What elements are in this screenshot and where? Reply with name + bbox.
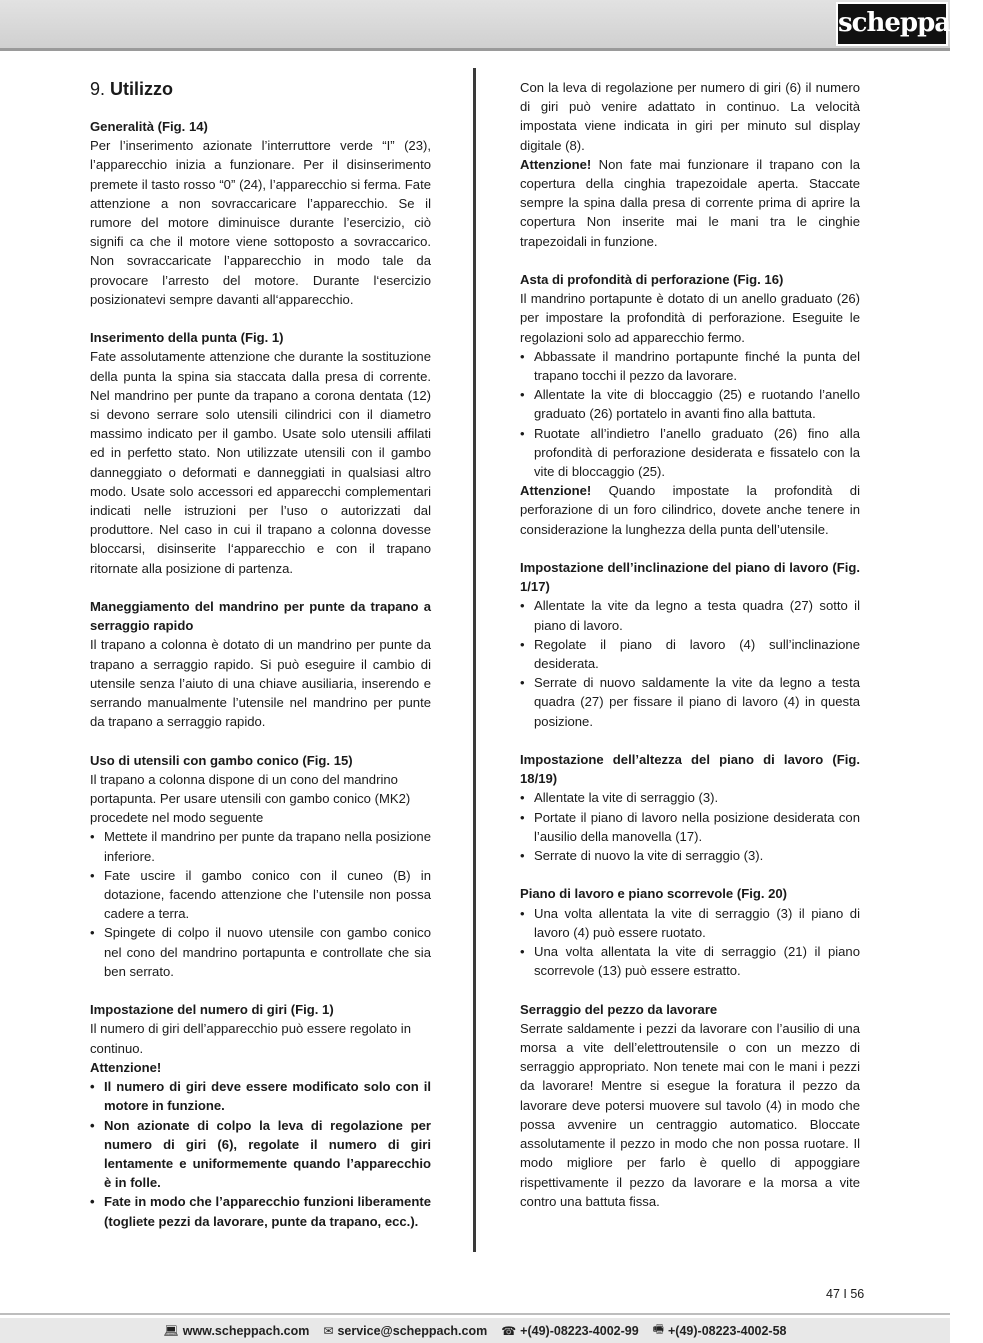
depth-text: Il mandrino portapunte è dotato di un anello graduato (26) per impostare la profondità di perforazione. Eseguite le regolazioni solo ad apparecchio fermo. xyxy=(520,291,860,345)
section-number: 9. xyxy=(90,79,106,99)
list-item: • Il numero di giri deve essere modificato solo con il motore in funzione. xyxy=(90,1077,431,1115)
depth-warning xyxy=(520,481,860,539)
footer-website[interactable] xyxy=(164,1324,310,1338)
column-divider xyxy=(473,68,476,1252)
header-bar xyxy=(0,0,983,51)
fax-text: +(49)-08223-4002-58 xyxy=(668,1323,787,1338)
belt-warning xyxy=(520,155,860,251)
speed-heading: Impostazione del numero di giri (Fig. 1) xyxy=(90,1002,334,1018)
tilt-heading: Impostazione dell’inclinazione del piano di lavoro (Fig. 1/17) xyxy=(520,560,860,595)
taper-list xyxy=(90,827,431,981)
chuck-heading: Maneggiamento del mandrino per punte da trapano a serraggio rapido xyxy=(90,599,431,634)
phone-text: +(49)-08223-4002-99 xyxy=(520,1323,639,1338)
general-text: Per l’inserimento azionate l’interruttore verde “I” (23), l’apparecchio inizia a funzionare. Per il disinserimento premete il tasto rosso “0” (24), l’apparecchio si ferma. Fate attenzione a non sovraccaricare l’apparecchio. Se il rumore del motore diminuisce durante l’esercizio, ciò signifi ca che il motore viene sottoposto a sovraccarico. Non sovraccaricate l’apparecchio in modo tale da provocare l’arresto del motore. Durante l‘esercizio posizionatevi sempre davanti all‘apparecchio. xyxy=(90,138,431,307)
footer-rule xyxy=(0,1313,950,1315)
page-number: 47 I 56 xyxy=(826,1287,865,1301)
footer-fax xyxy=(653,1320,787,1341)
section-title xyxy=(90,78,431,100)
fax-icon: 🖷︎ xyxy=(652,1322,664,1336)
taper-heading: Uso di utensili con gambo conico (Fig. 15) xyxy=(90,752,353,768)
clamp-text: Serrate saldamente i pezzi da lavorare con l’ausilio di una morsa a vite dell’elettroutensile o con un mezzo di serraggio appropriato. Non tenete mai con le mani i pezzi da lavorare! Mentre si esegue la foratura il pezzo da lavorare deve potersi muovere sul tavolo (4) in modo che possa avvenire un centraggio automatico. Bloccate assolutamente il pezzo in modo che non possa ruotare. Il modo migliore per farlo è quello di appoggiare rispettivamente il pezzo da lavorare e la morsa a vite contro una battuta fissa. xyxy=(520,1020,860,1209)
section-name: Utilizzo xyxy=(110,79,174,99)
scheppach-logo: scheppach xyxy=(836,2,948,46)
list-item: • Una volta allentata la vite di serraggio (3) il piano di lavoro (4) può essere ruotato. xyxy=(520,904,860,942)
list-item: • Mettete il mandrino per punte da trapano nella posizione inferiore. xyxy=(90,827,431,865)
list-item: • Una volta allentata la vite di serraggio (21) il piano scorrevole (13) può essere estratto. xyxy=(520,942,860,980)
bit-text: Fate assolutamente attenzione che durante la sostituzione della punta la spina sia staccata dalla presa di corrente. Nel mandrino per punte da trapano a corona dentata (12) si devono serrare solo utensili cilindrici con il diametro massimo indicato per il gambo. Usate solo utensili affilati ed in perfetto stato. Non utilizzate utensili con il gambo danneggiato o deformati e danneggiati in qualsiasi altro modo. Usate solo accessori ed apparecchi complementari indicati nelle istruzioni per l’uso o autorizzati dal produttore. Nel caso in cui il trapano a colonna dovesse bloccarsi, disinserite l‘apparecchio e con il trapano ritornate alla posizione di partenza. xyxy=(90,349,431,576)
taper-text: Il trapano a colonna dispone di un cono del mandrino portapunta. Per usare utensili con gambo conico (MK2) procedete nel modo seguente xyxy=(90,771,411,826)
email-text: service@scheppach.com xyxy=(337,1323,488,1338)
laptop-icon: 💻︎ xyxy=(163,1323,179,1338)
footer-phone xyxy=(501,1324,638,1338)
general-heading: Generalità (Fig. 14) xyxy=(90,119,208,134)
footer xyxy=(0,1318,950,1343)
warning-text: Non fate mai funzionare il trapano con la copertura della cinghia trapezoidale aperta. Staccate sempre la spina dalla presa di corrente prima di aprire la copertura Non inserite mai le mani tra le cinghie trapezoidali in funzione. xyxy=(520,156,860,249)
depth-heading: Asta di profondità di perforazione (Fig. 16) xyxy=(520,272,784,288)
warning-label: Attenzione! xyxy=(520,156,592,172)
list-item: • Abbassate il mandrino portapunte finché la punta del trapano tocchi il pezzo da lavorare. xyxy=(520,347,860,385)
list-item: • Serrate di nuovo la vite di serraggio (3). xyxy=(520,846,860,865)
height-heading: Impostazione dell’altezza del piano di lavoro (Fig. 18/19) xyxy=(520,752,860,787)
speed-cont-text: Con la leva di regolazione per numero di giri (6) il numero di giri può venire adattato in continuo. La velocità impostata viene indicata in giri per minuto sul display digitale (8). xyxy=(520,80,860,153)
list-item: • Fate in modo che l’apparecchio funzioni liberamente (togliete pezzi da lavorare, punte da trapano, ecc.). xyxy=(90,1192,431,1230)
list-item: • Regolate il piano di lavoro (4) sull’inclinazione desiderata. xyxy=(520,635,860,673)
warning-label: Attenzione! xyxy=(520,483,592,499)
list-item: • Ruotate all’indietro l’anello graduato (26) fino alla profondità di perforazione desiderata e fissatelo con la vite di bloccaggio (25). xyxy=(520,424,860,482)
chuck-text: Il trapano a colonna è dotato di un mandrino per punte da trapano a serraggio rapido. Si può eseguire il cambio di utensile senza l’aiuto di una chiave ausiliaria, inserendo e serrando manualmente l’utensile nel mandrino per punte da trapano a serraggio rapido. xyxy=(90,637,431,730)
envelope-icon: ✉︎ xyxy=(323,1323,334,1338)
speed-text: Il numero di giri dell’apparecchio può essere regolato in continuo. xyxy=(90,1021,411,1056)
list-item: • Serrate di nuovo saldamente la vite da legno a testa quadra (27) per fissare il piano di lavoro (4) in questa posizione. xyxy=(520,673,860,731)
speed-list xyxy=(90,1077,431,1231)
left-column xyxy=(90,78,431,1231)
footer-email[interactable] xyxy=(323,1324,487,1338)
list-item: • Fate uscire il gambo conico con il cuneo (B) in dotazione, facendo attenzione che l’utensile non possa cadere a terra. xyxy=(90,866,431,924)
website-text: www.scheppach.com xyxy=(182,1323,310,1338)
right-column xyxy=(520,78,860,1211)
table-heading: Piano di lavoro e piano scorrevole (Fig. 20) xyxy=(520,886,788,902)
list-item: • Allentate la vite di bloccaggio (25) e ruotando l’anello graduato (26) portatelo in avanti fino alla battuta. xyxy=(520,385,860,423)
list-item: • Non azionate di colpo la leva di regolazione per numero di giri (6), regolate il numero di giri lentamente e uniformemente quando l’apparecchio è in folle. xyxy=(90,1116,431,1193)
list-item: • Allentate la vite da legno a testa quadra (27) sotto il piano di lavoro. xyxy=(520,596,860,634)
phone-icon: ☎︎ xyxy=(501,1323,517,1338)
tilt-list xyxy=(520,596,860,730)
clamp-heading: Serraggio del pezzo da lavorare xyxy=(520,1001,718,1017)
table-list xyxy=(520,904,860,981)
list-item: • Portate il piano di lavoro nella posizione desiderata con l’ausilio della manovella (17). xyxy=(520,808,860,846)
list-item: • Spingete di colpo il nuovo utensile con gambo conico nel cono del mandrino portapunta e controllate che sia ben serrato. xyxy=(90,923,431,981)
bit-heading: Inserimento della punta (Fig. 1) xyxy=(90,330,284,346)
list-item: • Allentate la vite di serraggio (3). xyxy=(520,788,860,807)
warning-text: Quando impostate la profondità di perforazione di un foro cilindrico, dovete anche tenere in considerazione la lunghezza della punta dell’utensile. xyxy=(520,483,860,537)
height-list xyxy=(520,788,860,865)
depth-list xyxy=(520,347,860,481)
speed-warning: Attenzione! xyxy=(90,1059,162,1075)
